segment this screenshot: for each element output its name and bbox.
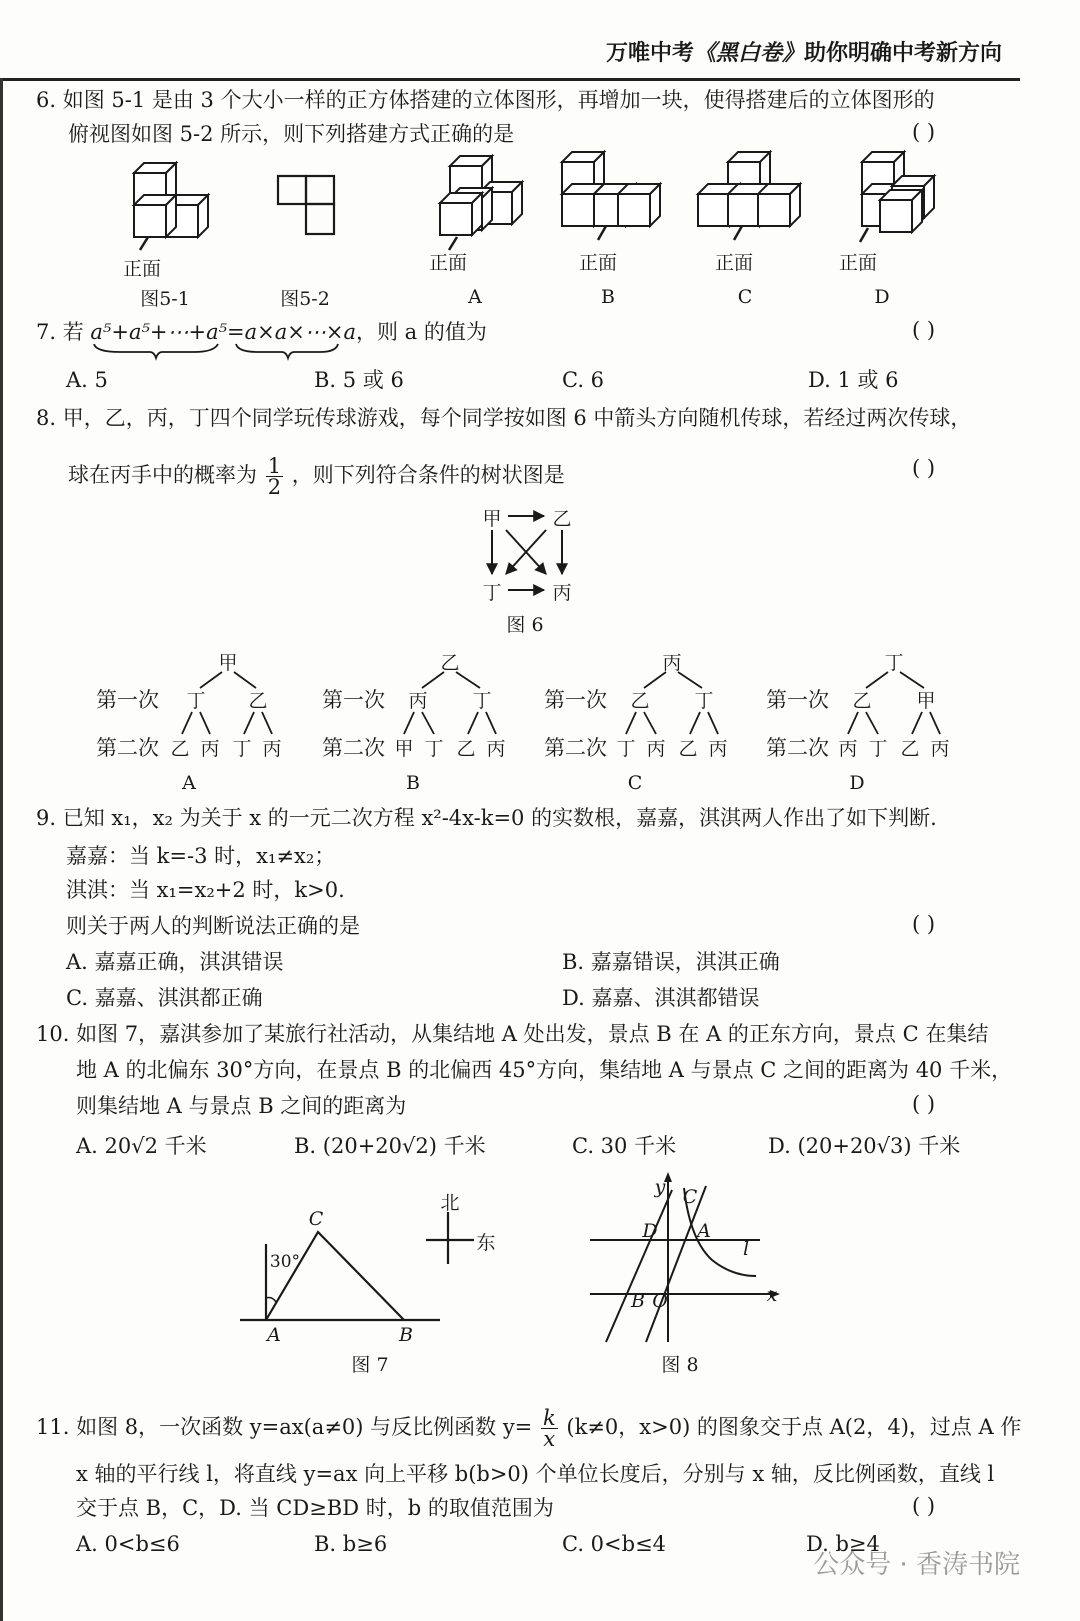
tree-d-second-3: 乙 — [900, 738, 920, 760]
fig8-y-axis-label: y — [654, 1176, 666, 1198]
tree-b-row2-label: 第二次 — [322, 736, 385, 760]
q6-line2: 俯视图如图 5-2 所示，则下列搭建方式正确的是 — [68, 122, 515, 146]
tree-b-row1-label: 第一次 — [322, 688, 385, 712]
q7-option-d: D. 1 或 6 — [808, 368, 899, 392]
fig7-caption: 图 7 — [351, 1354, 389, 1376]
q10-option-d: D. (20+20√3) 千米 — [768, 1134, 961, 1158]
q7-stem-end: ，则 a 的值为 — [355, 320, 487, 344]
caption-fig-5-2: 图5-2 — [280, 288, 330, 310]
q11-answer-paren: ( ) — [912, 1494, 936, 1518]
q11-line1-start: 11. 如图 8，一次函数 y=ax(a≠0) 与反比例函数 y= — [36, 1415, 533, 1439]
fig7-point-a: A — [267, 1324, 281, 1346]
tree-a-first-2: 乙 — [248, 690, 268, 712]
q11-line2: x 轴的平行线 l，将直线 y=ax 向上平移 b(b>0) 个单位长度后，分别与 x 轴，反比例函数，直线 l — [76, 1462, 995, 1486]
tree-d-first-2: 甲 — [916, 690, 936, 712]
q8-line2-end: ，则下列符合条件的树状图是 — [291, 463, 565, 487]
tree-c-second-3: 乙 — [678, 738, 698, 760]
q10-answer-paren: ( ) — [912, 1092, 936, 1116]
tree-a-second-3: 丁 — [232, 738, 252, 760]
tree-a-root: 甲 — [218, 652, 238, 674]
q8-line2-start: 球在丙手中的概率为 — [68, 463, 257, 487]
q7-rhs-product: a×a×⋯×a — [244, 320, 356, 344]
front-label-fig51: 正面 — [122, 258, 161, 280]
q8-answer-paren: ( ) — [912, 456, 936, 480]
tree-b-second-2: 丁 — [424, 738, 444, 760]
q11-option-b: B. b≥6 — [314, 1532, 388, 1556]
tree-d-row2-label: 第二次 — [766, 736, 829, 760]
q11-line3: 交于点 B，C，D. 当 CD≥BD 时，b 的取值范围为 — [76, 1496, 554, 1520]
q7-stem-start: 7. 若 — [36, 320, 84, 344]
q11-option-c: C. 0<b≤4 — [562, 1532, 667, 1556]
tree-a-first-1: 丁 — [186, 690, 206, 712]
front-label-d: 正面 — [838, 252, 877, 274]
tree-d-second-1: 丙 — [838, 738, 858, 760]
front-label-b: 正面 — [578, 252, 617, 274]
front-label-c: 正面 — [714, 252, 753, 274]
watermark: 公众号 · 香涛书院 — [813, 1550, 1020, 1580]
tree-c-row1-label: 第一次 — [544, 688, 607, 712]
tree-a-second-1: 乙 — [170, 738, 190, 760]
tree-c-second-1: 丁 — [616, 738, 636, 760]
tree-a-second-2: 丙 — [200, 738, 220, 760]
tree-b-first-1: 丙 — [408, 690, 428, 712]
q10-line2: 地 A 的北偏东 30°方向，在景点 B 的北偏西 45°方向，集结地 A 与景点 C 之间的距离为 40 千米， — [76, 1058, 1013, 1082]
q9-line1: 9. 已知 x₁，x₂ 为关于 x 的一元二次方程 x²-4x-k=0 的实数根，嘉嘉，淇淇两人作出了如下判断. — [36, 806, 937, 830]
q7-option-c: C. 6 — [562, 368, 605, 392]
tree-a-row2-label: 第二次 — [96, 736, 159, 760]
q10-option-a: A. 20√2 千米 — [76, 1134, 207, 1158]
fig8-caption: 图 8 — [661, 1354, 699, 1376]
caption-option-c: C — [737, 286, 753, 308]
q11-fraction-denominator: x — [543, 1427, 556, 1451]
q9-answer-paren: ( ) — [912, 912, 936, 936]
q10-option-c: C. 30 千米 — [572, 1134, 677, 1158]
caption-option-a: A — [468, 286, 482, 308]
q11-line1-end: (k≠0，x>0) 的图象交于点 A(2，4)，过点 A 作 — [566, 1415, 1022, 1439]
fig8-x-axis-label: x — [766, 1284, 778, 1306]
fig7-point-b: B — [399, 1324, 413, 1346]
tree-c-label: C — [627, 772, 643, 794]
q9-option-d: D. 嘉嘉、淇淇都错误 — [562, 986, 760, 1010]
q9-option-a: A. 嘉嘉正确，淇淇错误 — [66, 950, 284, 974]
q10-option-b: B. (20+20√2) 千米 — [294, 1134, 486, 1158]
caption-option-d: D — [874, 286, 890, 308]
q9-option-c: C. 嘉嘉、淇淇都正确 — [66, 986, 263, 1010]
tree-a-label: A — [182, 772, 196, 794]
q11-fraction — [541, 1408, 558, 1449]
q9-line2: 嘉嘉：当 k=-3 时，x₁≠x₂； — [66, 844, 336, 868]
header-suffix: 助你明确中考新方向 — [803, 41, 1002, 66]
tree-d-label: D — [849, 772, 865, 794]
q7-option-b: B. 5 或 6 — [314, 368, 404, 392]
fig7-east-label: 东 — [476, 1232, 496, 1254]
tree-d-second-4: 丙 — [930, 738, 950, 760]
tree-a-row1-label: 第一次 — [96, 688, 159, 712]
q11-line1 — [36, 1408, 1021, 1449]
tree-b-root: 乙 — [440, 652, 460, 674]
tree-c-first-2: 丁 — [694, 690, 714, 712]
tree-c-first-1: 乙 — [630, 690, 650, 712]
tree-d-root: 丁 — [884, 652, 904, 674]
q11-option-d: D. b≥4 — [806, 1532, 880, 1556]
q11-fraction-numerator: k — [542, 1406, 556, 1430]
fig8-point-a: A — [697, 1220, 711, 1242]
tree-b-first-2: 丁 — [472, 690, 492, 712]
q6-line1: 6. 如图 5-1 是由 3 个大小一样的正方体搭建的立体图形，再增加一块，使得搭建后的立体图形的 — [36, 88, 935, 112]
tree-c-second-4: 丙 — [708, 738, 728, 760]
fig6-caption: 图 6 — [506, 614, 544, 636]
front-label-a: 正面 — [428, 252, 467, 274]
q6-answer-paren: ( ) — [912, 120, 936, 144]
q9-line4: 则关于两人的判断说法正确的是 — [66, 914, 360, 938]
tree-b-second-4: 丙 — [486, 738, 506, 760]
tree-b-second-3: 乙 — [456, 738, 476, 760]
q7-option-a: A. 5 — [66, 368, 108, 392]
q8-fraction-denominator: 2 — [267, 475, 282, 499]
fig8-point-b: B — [631, 1290, 645, 1312]
fig8-point-c: C — [682, 1186, 698, 1208]
tree-c-second-2: 丙 — [646, 738, 666, 760]
tree-d-row1-label: 第一次 — [766, 688, 829, 712]
fig8-point-d: D — [642, 1220, 658, 1242]
fig8-origin: O — [652, 1290, 668, 1312]
q7-answer-paren: ( ) — [912, 318, 936, 342]
fig7-angle-label: 30° — [269, 1252, 301, 1272]
q9-line3: 淇淇：当 x₁=x₂+2 时，k>0. — [66, 878, 345, 902]
fig8-line-l: l — [742, 1238, 750, 1260]
q7-equals: = — [227, 320, 245, 344]
tree-c-row2-label: 第二次 — [544, 736, 607, 760]
tree-b-second-1: 甲 — [394, 738, 414, 760]
fig6-node-yi: 乙 — [552, 508, 572, 530]
q10-line3: 则集结地 A 与景点 B 之间的距离为 — [76, 1094, 407, 1118]
caption-option-b: B — [601, 286, 615, 308]
fig6-node-jia: 甲 — [482, 508, 502, 530]
header-prefix: 万唯中考 — [605, 41, 694, 66]
q9-option-b: B. 嘉嘉错误，淇淇正确 — [562, 950, 780, 974]
q8-fraction-numerator: 1 — [267, 454, 282, 478]
q10-line1: 10. 如图 7，嘉淇参加了某旅行社活动，从集结地 A 处出发，景点 B 在 A 的正东方向，景点 C 在集结 — [36, 1022, 989, 1046]
tree-d-first-1: 乙 — [852, 690, 872, 712]
tree-c-root: 丙 — [662, 652, 682, 674]
tree-a-second-4: 丙 — [262, 738, 282, 760]
tree-d-second-2: 丁 — [868, 738, 888, 760]
caption-fig-5-1: 图5-1 — [140, 288, 190, 310]
fig7-point-c: C — [308, 1208, 324, 1230]
fig6-node-bing: 丙 — [552, 582, 572, 604]
fig6-node-ding: 丁 — [482, 582, 502, 604]
q8-line1: 8. 甲，乙，丙，丁四个同学玩传球游戏，每个同学按如图 6 中箭头方向随机传球，若经过两次传球， — [36, 406, 972, 430]
q7-lhs-sum: a⁵+a⁵+⋯+a⁵ — [90, 320, 228, 344]
header-book: 《黑白卷》 — [693, 41, 804, 66]
tree-b-label: B — [406, 772, 420, 794]
q11-option-a: A. 0<b≤6 — [76, 1532, 180, 1556]
fig7-north-label: 北 — [440, 1192, 460, 1214]
